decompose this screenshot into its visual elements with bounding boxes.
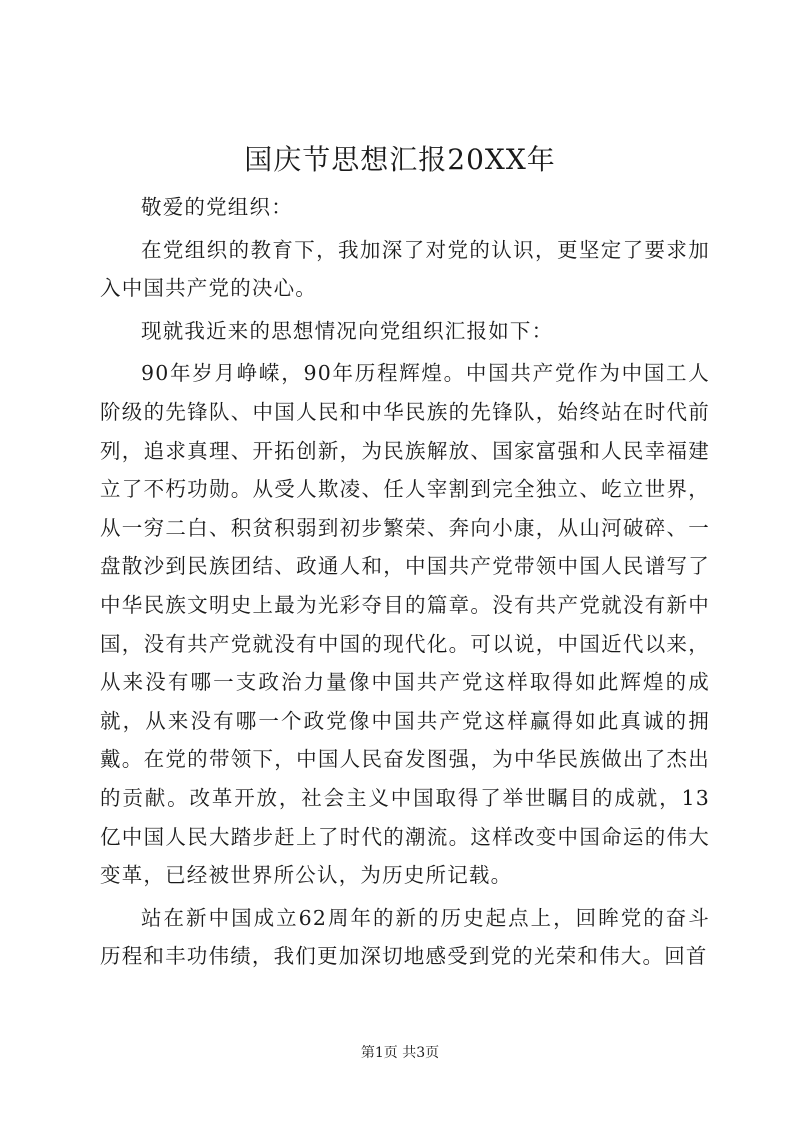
document-body	[100, 188, 710, 980]
salutation-paragraph: 敬爱的党组织：	[141, 195, 293, 219]
body-paragraph: 在党组织的教育下，我加深了对党的认识，更坚定了要求加入中国共产党的决心。	[100, 237, 710, 301]
page-number-footer: 第1页 共3页	[360, 1045, 440, 1061]
body-paragraph: 站在新中国成立62周年的新的历史起点上，回眸党的奋斗历程和丰功伟绩，我们更加深切地感受到党的光荣和伟大。回首	[100, 905, 710, 969]
document-title: 国庆节思想汇报20XX年	[244, 143, 556, 176]
body-paragraph: 现就我近来的思想情况向党组织汇报如下：	[141, 318, 554, 343]
body-paragraph: 90年岁月峥嵘，90年历程辉煌。中国共产党作为中国工人阶级的先锋队、中国人民和中华民族的先锋队，始终站在时代前列，追求真理、开拓创新，为民族解放、国家富强和人民幸福建立了不朽功勋。从受人欺凌、任人宰割到完全独立、屹立世界，从一穷二白、积贫积弱到初步繁荣、奔向小康，从山河破碎、一盘散沙到民族团结、政通人和，中国共产党带领中国人民谱写了中华民族文明史上最为光彩夺目的篇章。没有共产党就没有新中国，没有共产党就没有中国的现代化。可以说，中国近代以来，从来没有哪一支政治力量像中国共产党这样取得如此辉煌的成就，从来没有哪一个政党像中国共产党这样赢得如此真诚的拥戴。在党的带领下，中国人民奋发图强，为中华民族做出了杰出的贡献。改革开放，社会主义中国取得了举世瞩目的成就，13亿中国人民大踏步赶上了时代的潮流。这样改变中国命运的伟大变革，已经被世界所公认，为历史所记载。	[100, 361, 710, 888]
